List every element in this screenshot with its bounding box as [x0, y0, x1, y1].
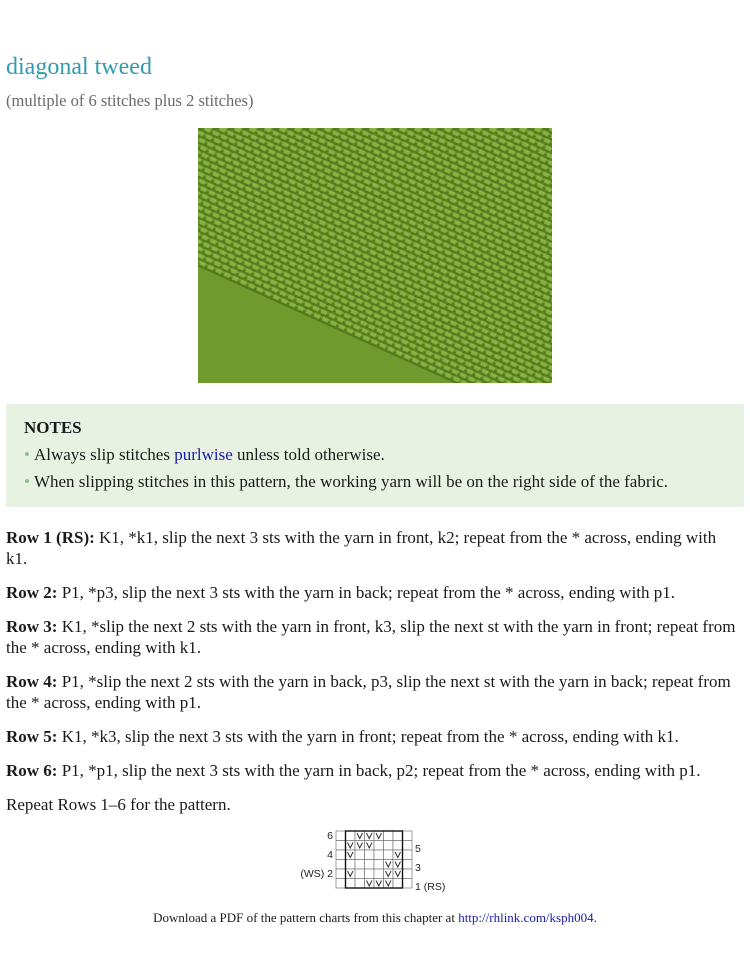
swatch-photo [198, 128, 552, 383]
chart-row-label: 5 [415, 843, 421, 855]
row-4 [6, 671, 741, 713]
row-5 [6, 726, 741, 747]
pattern-rows [6, 527, 741, 828]
chart-cell [403, 850, 413, 860]
row-text: K1, *k1, slip the next 3 sts with the yarn in front, k2; repeat from the * across, ending with k1. [6, 528, 717, 568]
stitch-chart-graphic [292, 828, 462, 900]
chart-cell [365, 850, 375, 860]
row-text: P1, *p1, slip the next 3 sts with the yarn in back, p2; repeat from the * across, ending with p1. [57, 761, 701, 780]
footer-note [0, 910, 750, 926]
footer-period: . [593, 910, 597, 925]
pattern-subtitle: (multiple of 6 stitches plus 2 stitches) [6, 91, 254, 110]
chart-cell [393, 841, 403, 851]
chart-cell [393, 879, 403, 889]
note-text: Always slip stitches [33, 445, 175, 464]
knit-swatch-image [198, 128, 552, 383]
footer-text: Download a PDF of the pattern charts from this chapter at [153, 910, 459, 925]
row-label: Row 6: [6, 761, 58, 780]
row-label: Row 3: [6, 617, 58, 636]
chart-cell [336, 869, 346, 879]
row-1 [6, 527, 741, 569]
chart-cell [374, 860, 384, 870]
pattern-title: diagonal tweed [6, 54, 152, 80]
chart-cell [403, 831, 413, 841]
notes-heading: NOTES [24, 418, 82, 437]
note-item-1 [24, 444, 744, 465]
footer-link[interactable]: http://rhlink.com/ksph004 [458, 910, 594, 925]
row-text: K1, *slip the next 2 sts with the yarn in front, k3, slip the next st with the yarn in front; repeat from the * across, ending with k1. [6, 617, 736, 657]
row-text: K1, *k3, slip the next 3 sts with the yarn in front; repeat from the * across, ending with k1. [57, 727, 679, 746]
chart-cell [384, 850, 394, 860]
chart-cell [384, 831, 394, 841]
chart-cell [355, 869, 365, 879]
chart-cell [355, 850, 365, 860]
chart-row-label: 3 [415, 862, 421, 874]
row-label: Row 5: [6, 727, 58, 746]
note-item-2 [24, 471, 744, 492]
chart-cell [403, 860, 413, 870]
chart-cell [365, 860, 375, 870]
chart-cell [403, 869, 413, 879]
chart-cell [403, 841, 413, 851]
chart-cell [374, 869, 384, 879]
chart-cell [403, 879, 413, 889]
chart-cell [346, 879, 356, 889]
chart-cell [384, 841, 394, 851]
note-text: unless told otherwise. [232, 445, 385, 464]
row-label: Row 1 (RS): [6, 528, 95, 547]
bullet-icon: • [24, 472, 30, 491]
chart-cell [365, 869, 375, 879]
repeat-note: Repeat Rows 1–6 for the pattern. [6, 795, 231, 814]
chart-row-label: (WS) 2 [300, 868, 333, 880]
notes-box [6, 404, 744, 507]
chart-cell [346, 831, 356, 841]
chart-cell [355, 879, 365, 889]
row-label: Row 2: [6, 583, 58, 602]
chart-row-label: 1 (RS) [415, 881, 446, 893]
chart-cell [393, 831, 403, 841]
row-3 [6, 616, 741, 658]
note-text: When slipping stitches in this pattern, the working yarn will be on the right side of the fabric. [33, 472, 669, 491]
chart-cell [336, 831, 346, 841]
row-6 [6, 760, 741, 781]
purlwise-link[interactable]: purlwise [174, 445, 233, 464]
chart-cell [346, 860, 356, 870]
chart-row-label: 6 [327, 830, 333, 842]
chart-row-label: 4 [327, 849, 333, 861]
chart-cell [355, 860, 365, 870]
chart-cell [336, 841, 346, 851]
chart-cell [374, 850, 384, 860]
row-text: P1, *slip the next 2 sts with the yarn in back, p3, slip the next st with the yarn in back; repeat from the * across, ending with p1. [6, 672, 731, 712]
stitch-chart [292, 828, 462, 900]
row-label: Row 4: [6, 672, 58, 691]
chart-cell [336, 879, 346, 889]
row-2 [6, 582, 741, 603]
chart-cell [374, 841, 384, 851]
chart-cell [336, 850, 346, 860]
bullet-icon: • [24, 445, 30, 464]
row-text: P1, *p3, slip the next 3 sts with the yarn in back; repeat from the * across, ending with p1. [57, 583, 676, 602]
chart-cell [336, 860, 346, 870]
